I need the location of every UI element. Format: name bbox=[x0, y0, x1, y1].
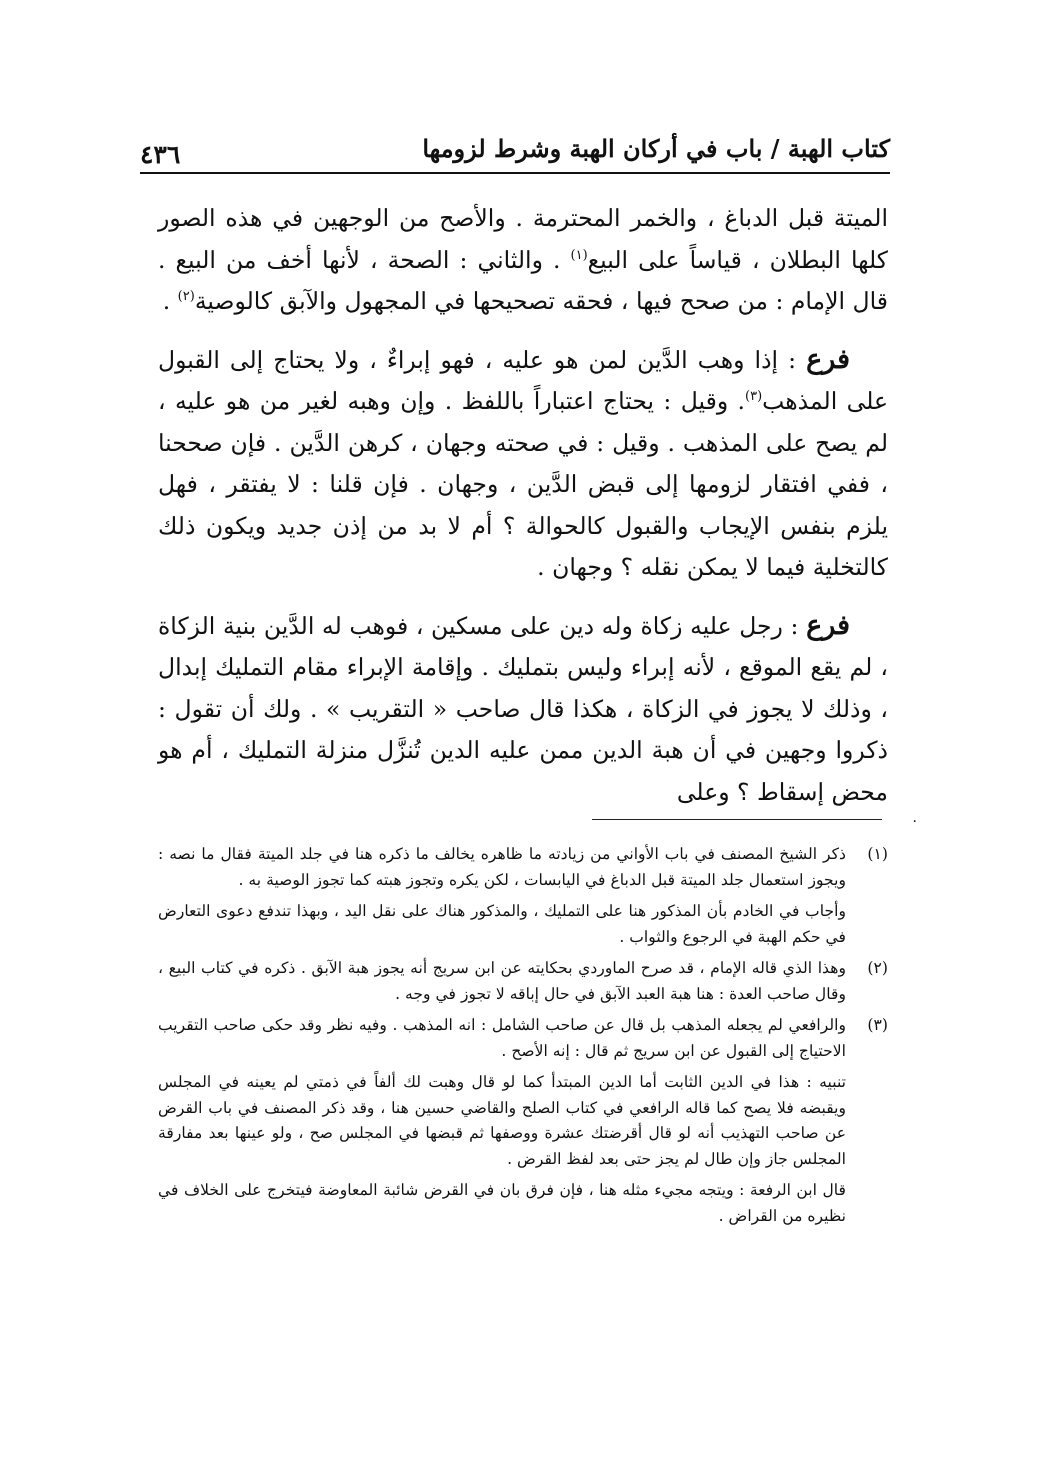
footnote-3 bbox=[158, 1013, 888, 1229]
footnote-paragraph: تنبيه : هذا في الدين الثابت أما الدين المبتدأ كما لو قال وهبت لك ألفاً في ذمتي لم يعينه في المجلس ويقبضه فلا يصح كما قاله الرافعي في كتاب الصلح والقاضي حسين هنا ، وقد ذكر المصنف في باب القرض عن صاحب التهذيب أنه لو قال أقرضتك عشرة ووصفها ثم قبضها في المجلس صح ، ولو عينها بعد مفارقة المجلس جاز وإن طال لم يجز حتى بعد لفظ القرض . bbox=[158, 1073, 846, 1168]
footnote-number: (٢) bbox=[867, 959, 888, 977]
footnote-ref-3: (٣) bbox=[745, 389, 763, 405]
footnote-number: (٣) bbox=[867, 1016, 888, 1034]
footnotes bbox=[158, 842, 888, 1229]
main-text bbox=[158, 198, 888, 813]
footnote-number: (١) bbox=[867, 845, 888, 863]
footnote-body bbox=[158, 1013, 846, 1229]
section-label: فرع bbox=[806, 343, 850, 375]
paragraph-2 bbox=[158, 339, 888, 589]
footnote-divider bbox=[592, 819, 882, 820]
running-header bbox=[140, 128, 890, 174]
paragraph-1-part-3: . bbox=[162, 287, 178, 315]
paragraph-3 bbox=[158, 605, 888, 814]
footnote-paragraph: وهذا الذي قاله الإمام ، قد صرح الماوردي بحكايته عن ابن سريج أنه يجوز هبة الآبق . ذكره في كتاب البيع ، وقال صاحب العدة : هنا هبة العبد الآبق في حال إباقه لا تجوز في وجه . bbox=[158, 959, 846, 1003]
footnote-1 bbox=[158, 842, 888, 950]
footnote-body bbox=[158, 842, 846, 950]
footnote-paragraph: والرافعي لم يجعله المذهب بل قال عن صاحب الشامل : انه المذهب . وفيه نظر وقد حكى صاحب التقريب الاحتياج إلى القبول عن ابن سريج ثم قال : إنه الأصح . bbox=[158, 1016, 846, 1060]
footnote-ref-2: (٢) bbox=[177, 289, 195, 305]
paragraph-2-part-1: : إذا وهب الدَّين لمن هو عليه ، فهو إبراءٌ ، ولا يحتاج إلى القبول على المذهب bbox=[158, 345, 889, 415]
header-rule bbox=[140, 172, 890, 174]
margin-dot: · bbox=[912, 814, 917, 830]
section-label: فرع bbox=[806, 609, 850, 641]
paragraph-1 bbox=[158, 198, 888, 323]
paragraph-2-part-2: . وقيل : يحتاج اعتباراً باللفظ . وإن وهبه لغير من هو عليه ، لم يصح على المذهب . وقيل : في صحته وجهان ، كرهن الدَّين . فإن صححنا ، ففي افتقار لزومها إلى قبض الدَّين ، وجهان . فإن قلنا : لا يفتقر ، فهل يلزم بنفس الإيجاب والقبول كالحوالة ؟ أم لا بد من إذن جديد ويكون ذلك كالتخلية فيما لا يمكن نقله ؟ وجهان . bbox=[158, 387, 888, 581]
footnote-body bbox=[158, 956, 846, 1007]
footnote-paragraph: قال ابن الرفعة : ويتجه مجيء مثله هنا ، فإن فرق بان في القرض شائبة المعاوضة فيتخرج على الخلاف في نظيره من القراض . bbox=[158, 1181, 846, 1225]
footnote-2 bbox=[158, 956, 888, 1007]
footnote-paragraph: ذكر الشيخ المصنف في باب الأواني من زيادته ما ظاهره يخالف ما ذكره هنا في جلد الميتة فقال ما نصه : ويجوز استعمال جلد الميتة قبل الدباغ في اليابسات ، لكن يكره وتجوز هبته كما تجوز الوصية به . bbox=[158, 845, 846, 889]
footnote-paragraph: وأجاب في الخادم بأن المذكور هنا على التمليك ، والمذكور هناك على نقل اليد ، وبهذا تندفع دعوى التعارض في حكم الهبة في الرجوع والثواب . bbox=[158, 902, 846, 946]
chapter-title: كتاب الهبة / باب في أركان الهبة وشرط لزومها bbox=[422, 134, 890, 163]
paragraph-3-text: : رجل عليه زكاة وله دين على مسكين ، فوهب له الدَّين بنية الزكاة ، لم يقع الموقع ، لأنه إبراء وليس بتمليك . وإقامة الإبراء مقام التمليك إبدال ، وذلك لا يجوز في الزكاة ، هكذا قال صاحب « التقريب » . ولك أن تقول : ذكروا وجهين في أن هبة الدين ممن عليه الدين تُنزَّل منزلة التمليك ، أم هو محض إسقاط ؟ وعلى bbox=[158, 611, 888, 806]
footnote-ref-1: (١) bbox=[570, 247, 588, 263]
paragraph-1-part-1: الميتة قبل الدباغ ، والخمر المحترمة . والأصح من الوجهين في هذه الصور كلها البطلان ، قياساً على البيع bbox=[158, 204, 888, 274]
paragraph-1-part-2: . والثاني : الصحة ، لأنها أخف من البيع . قال الإمام : من صحح فيها ، فحقه تصحيحها في المجهول والآبق كالوصية bbox=[158, 245, 888, 315]
page-number: ٤٣٦ bbox=[140, 140, 181, 169]
